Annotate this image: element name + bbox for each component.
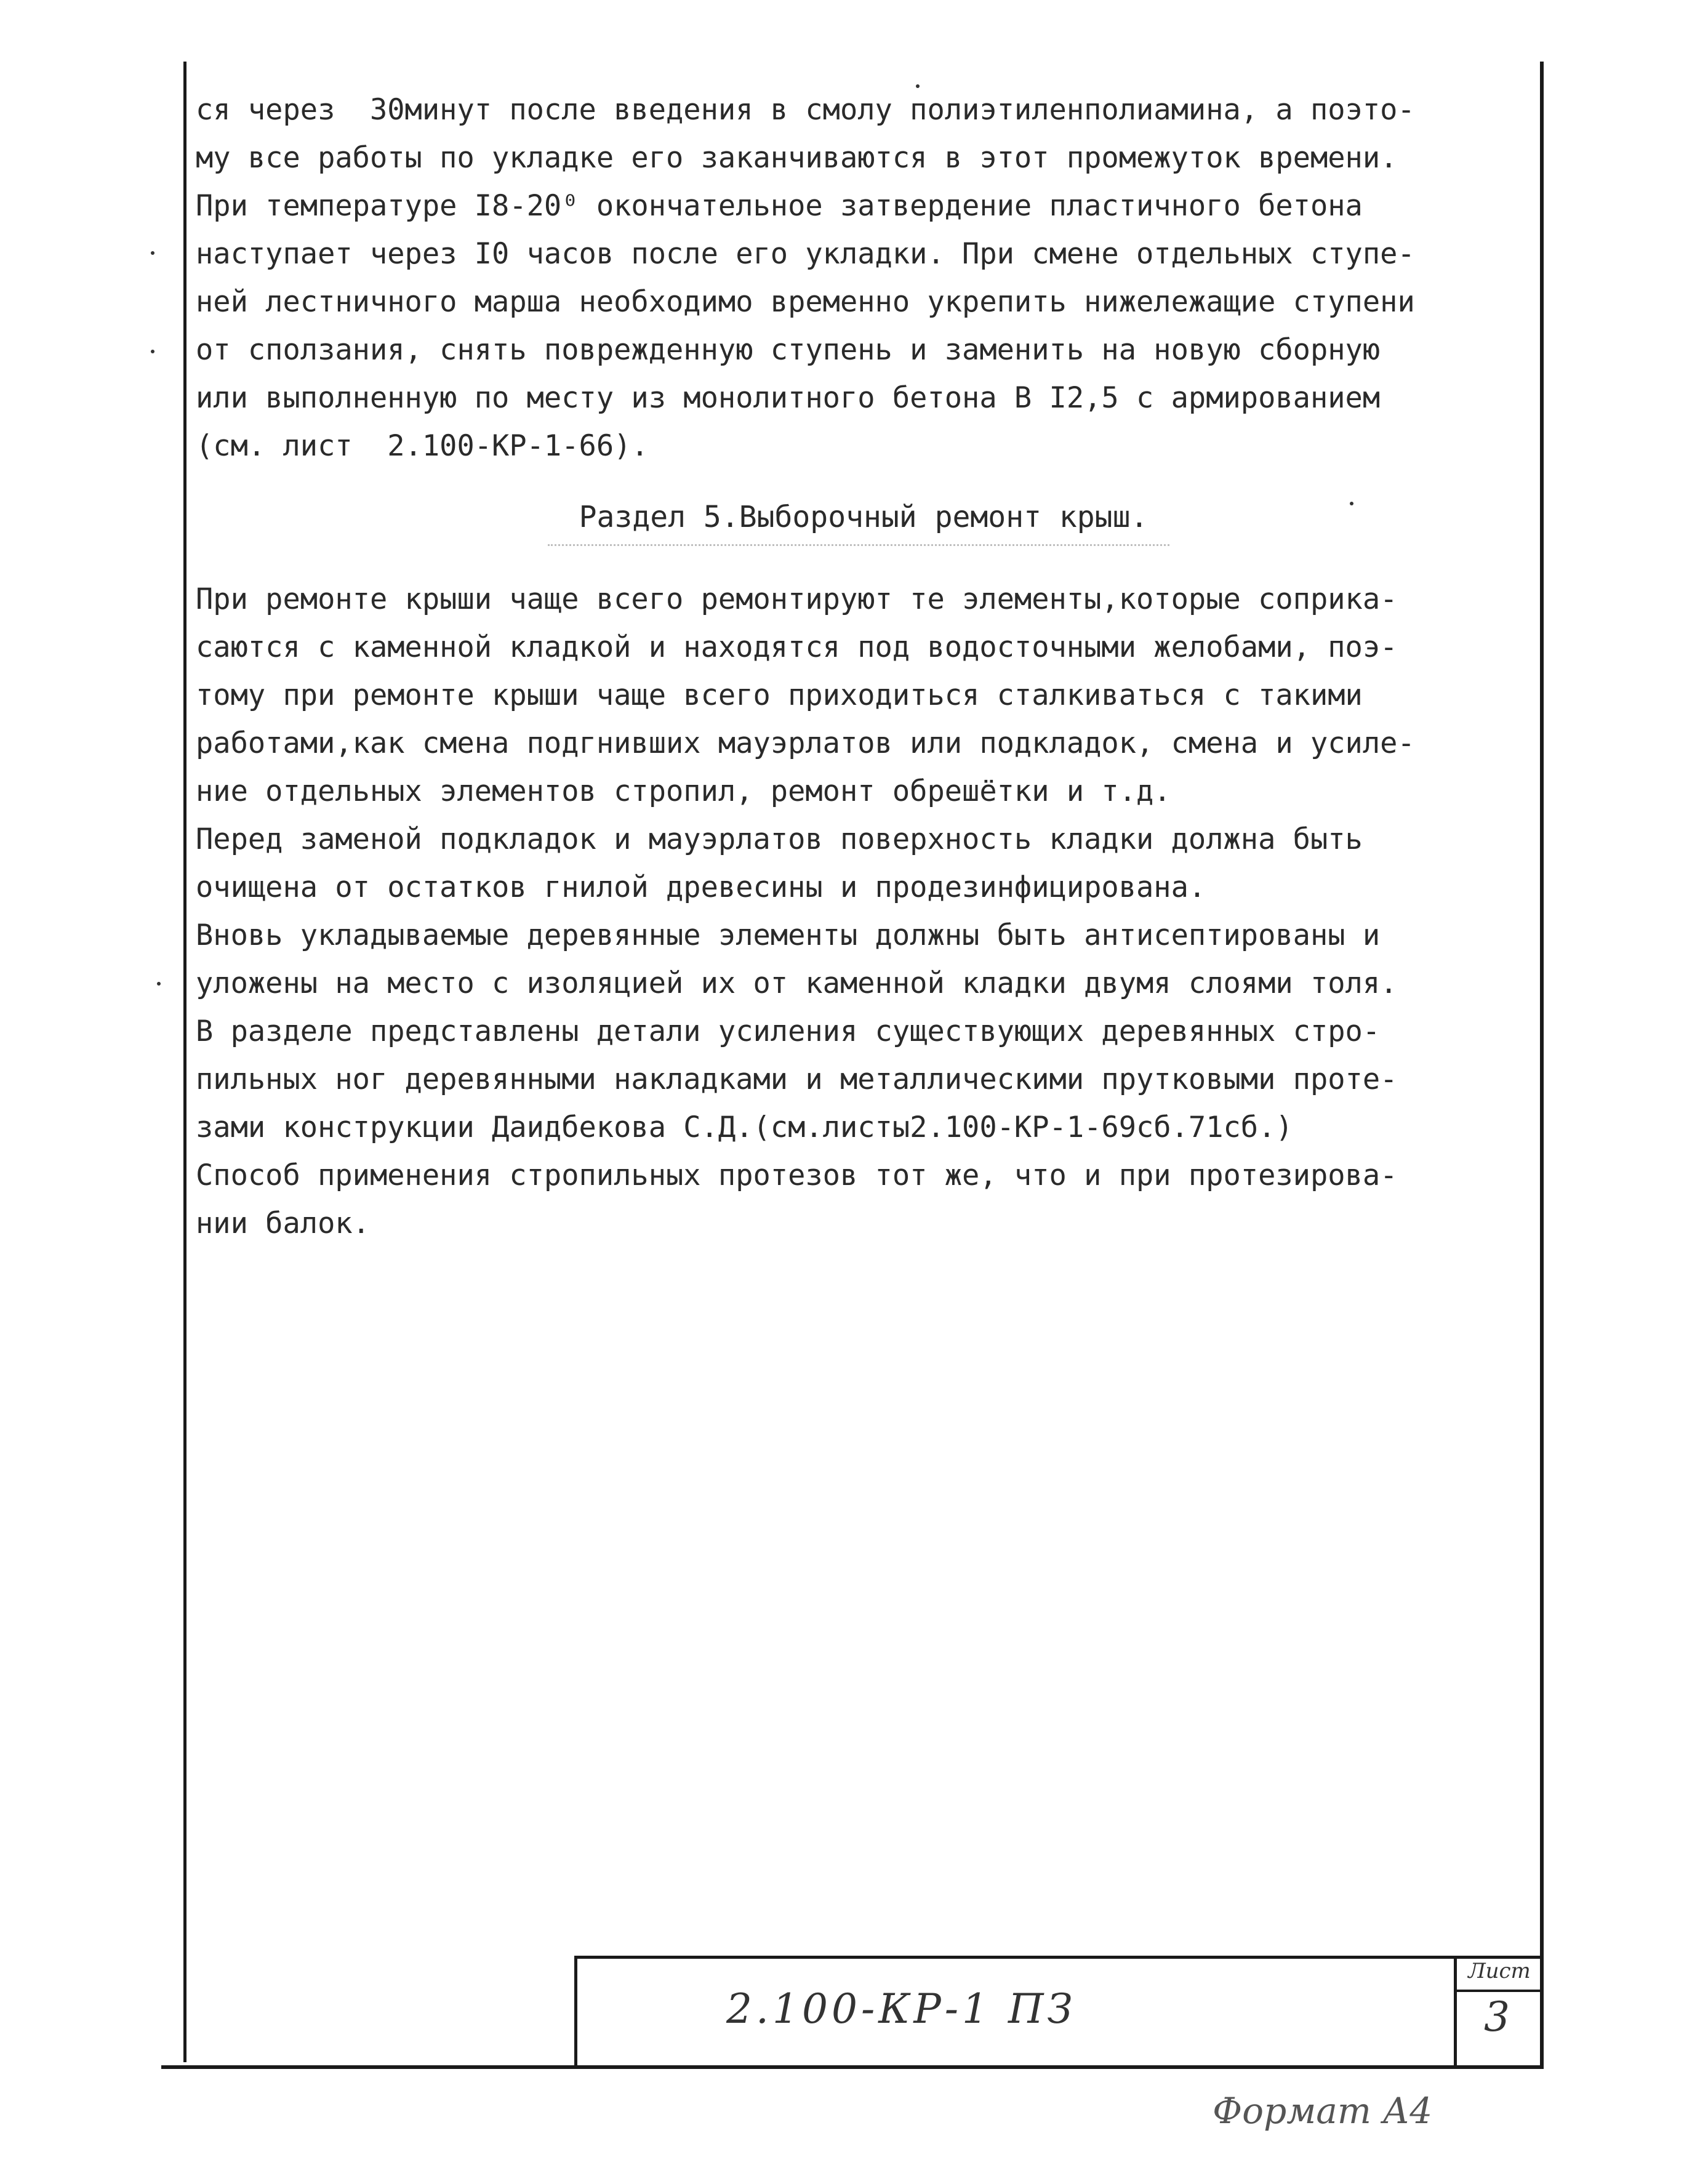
text-line: работами,как смена подгнивших мауэрлатов или подкладок, смена и усиле- (196, 726, 1415, 760)
section-body (196, 576, 1531, 1248)
text-line: В разделе представлены детали усиления существующих деревянных стро- (196, 1014, 1381, 1048)
sheet-label: Лист (1468, 1959, 1531, 1983)
text-line: зами конструкции Даидбекова С.Д.(см.листы2.100-КР-1-69сб.71сб.) (196, 1111, 1293, 1144)
stamp-sheet-divider (1454, 1956, 1457, 2067)
text-line: от сползания, снять поврежденную ступень и заменить на новую сборную (196, 333, 1381, 367)
document-code: 2.100-КР-1 ПЗ (726, 1985, 1077, 2033)
scan-speck (151, 350, 154, 353)
text-line: очищена от остатков гнилой древесины и продезинфицирована. (196, 870, 1206, 904)
text-line: уложены на место с изоляцией их от каменной кладки двумя слоями толя. (196, 966, 1398, 1000)
stamp-left-border (574, 1956, 577, 2067)
section-title: Раздел 5.Выборочный ремонт крыш. (579, 500, 1149, 534)
sheet-number: 3 (1484, 1993, 1510, 2041)
text-line: или выполненную по месту из монолитного бетона В I2,5 с армированием (196, 381, 1381, 415)
text-line: Перед заменой подкладок и мауэрлатов поверхность кладки должна быть (196, 822, 1363, 856)
text-line: нии балок. (196, 1207, 370, 1240)
text-line: Вновь укладываемые деревянные элементы должны быть антисептированы и (196, 918, 1381, 952)
text-line: При ремонте крыши чаще всего ремонтируют те элементы,которые соприка- (196, 582, 1398, 616)
text-line: (см. лист 2.100-КР-1-66). (196, 429, 649, 463)
text-line: ней лестничного марша необходимо временно укрепить нижележащие ступени (196, 285, 1415, 319)
stamp-top-border (577, 1956, 1544, 1959)
text-line: наступает через I0 часов после его укладки. При смене отдельных ступе- (196, 237, 1415, 271)
scan-speck (157, 982, 161, 986)
text-line: саются с каменной кладкой и находятся под водосточными желобами, поэ- (196, 630, 1398, 664)
text-line: му все работы по укладке его заканчиваются в этот промежуток времени. (196, 141, 1398, 175)
stamp-sheet-rule (1457, 1990, 1542, 1992)
frame-left-border (183, 62, 186, 2062)
text-line: ся через 30минут после введения в смолу полиэтиленполиамина, а поэто- (196, 93, 1415, 127)
text-line: тому при ремонте крыши чаще всего приходиться сталкиваться с такими (196, 678, 1363, 712)
text-line: ние отдельных элементов стропил, ремонт обрешётки и т.д. (196, 774, 1171, 808)
text-line: Способ применения стропильных протезов тот же, что и при протезирова- (196, 1159, 1398, 1192)
section-title-rule (548, 544, 1169, 547)
text-line: При температуре I8-20⁰ окончательное затвердение пластичного бетона (196, 189, 1363, 223)
frame-right-border (1540, 62, 1544, 2065)
frame-bottom-border (161, 2065, 1544, 2069)
scan-speck (151, 251, 154, 255)
text-line: пильных ног деревянными накладками и металлическими прутковыми проте- (196, 1062, 1398, 1096)
format-label: Формат А4 (1213, 2090, 1433, 2132)
paragraph-top (196, 86, 1531, 470)
